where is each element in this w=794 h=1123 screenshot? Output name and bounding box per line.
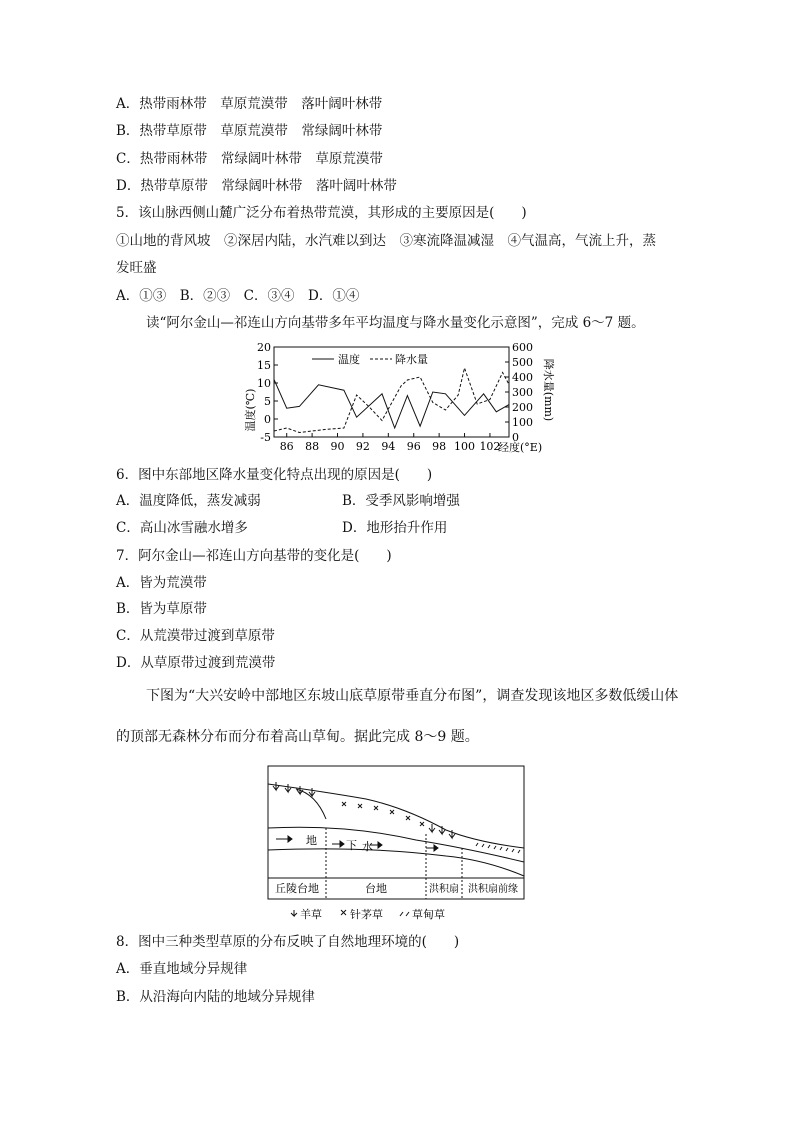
x-tick-label: 88 — [305, 440, 320, 453]
intro-6-7: 读“阿尔金山—祁连山方向基带多年平均温度与降水量变化示意图”，完成 6～7 题。 — [146, 315, 645, 331]
x-tick-label: 94 — [381, 440, 396, 453]
q6-option-d: D．地形抬升作用 — [342, 520, 448, 536]
x-tick-label: 92 — [355, 440, 370, 453]
q7-stem: 7．阿尔金山—祁连山方向基带的变化是( ) — [116, 548, 392, 564]
legend-caodiancao-icon — [400, 912, 409, 916]
right-tick-label: 100 — [512, 416, 533, 429]
q7-option-b: B．皆为草原带 — [116, 601, 207, 617]
x-tick-label: 90 — [330, 440, 345, 453]
left-tick-label: 10 — [257, 377, 271, 390]
legend-precipitation-label: 降水量 — [395, 353, 428, 366]
q5-stem: 5．该山脉西侧山麓广泛分布着热带荒漠，其形成的主要原因是( ) — [116, 205, 527, 221]
x-tick-label: 98 — [432, 440, 447, 453]
left-tick-label: 15 — [257, 359, 271, 372]
q4-option-d: D．热带草原带 常绿阔叶林带 落叶阔叶林带 — [116, 178, 397, 194]
right-tick-label: 0 — [512, 431, 519, 444]
q5-statements-1: ①山地的背风坡 ②深居内陆，水汽难以到达 ③寒流降温减湿 ④气温高，气流上升，蒸 — [116, 233, 656, 249]
x-axis-ticks — [280, 433, 501, 453]
zone-label-alluvial-fan: 洪积扇 — [429, 884, 459, 895]
legend-zhenmaocao-icon — [341, 910, 346, 915]
series-precipitation-line — [274, 368, 509, 433]
q6-option-b: B．受季风影响增强 — [342, 493, 460, 509]
legend-caodiancao-label: 草甸草 — [412, 908, 445, 921]
grassland-profile-diagram — [266, 764, 528, 924]
right-tick-label: 500 — [512, 356, 533, 369]
q6-stem: 6．图中东部地区降水量变化特点出现的原因是( ) — [116, 467, 433, 483]
q5-options: A．①③ B．②③ C．③④ D．①④ — [116, 288, 360, 304]
right-tick-label: 600 — [512, 341, 533, 354]
q7-option-d: D．从草原带过渡到荒漠带 — [116, 655, 276, 671]
diagram-frame — [268, 766, 524, 899]
left-axis-ticks — [257, 341, 278, 444]
legend-yangcao-icon — [291, 910, 297, 916]
right-tick-label: 200 — [512, 401, 533, 414]
q7-option-c: C．从荒漠带过渡到草原带 — [116, 628, 275, 644]
groundwater-label-3: 水 — [362, 840, 373, 853]
q8-option-a: A．垂直地域分异规律 — [116, 961, 248, 977]
x-tick-label: 102 — [479, 440, 501, 453]
q6-option-c: C．高山冰雪融水增多 — [116, 520, 248, 536]
left-tick-label: 0 — [264, 413, 271, 426]
yangcao-marks — [273, 782, 455, 838]
q4-option-c: C．热带雨林带 常绿阔叶林带 草原荒漠带 — [116, 151, 383, 167]
x-tick-label: 100 — [454, 440, 476, 453]
zone-label-fan-front: 洪积扇前缘 — [468, 884, 518, 895]
left-tick-label: 5 — [264, 395, 271, 408]
x-axis-label: 经度(°E) — [498, 441, 543, 454]
groundwater-label-1: 地 — [306, 834, 317, 847]
x-tick-label: 96 — [406, 440, 421, 453]
left-tick-label: 20 — [257, 341, 271, 354]
right-axis-label: 降水量(mm) — [542, 358, 555, 422]
q5-statements-2: 发旺盛 — [116, 260, 157, 276]
intro-8-9-line2: 的顶部无森林分布而分布着高山草甸。据此完成 8～9 题。 — [116, 729, 479, 745]
left-tick-label: -5 — [260, 431, 271, 444]
intro-8-9-line1: 下图为“大兴安岭中部地区东坡山底草原带垂直分布图”，调查发现该地区多数低缓山体 — [146, 688, 679, 704]
q4-option-a: A．热带雨林带 草原荒漠带 落叶阔叶林带 — [116, 96, 383, 112]
x-tick-label: 86 — [279, 440, 294, 453]
q7-option-a: A．皆为荒漠带 — [116, 575, 207, 591]
right-tick-label: 300 — [512, 386, 533, 399]
zone-label-tableland: 台地 — [365, 882, 387, 895]
temp-precip-chart — [240, 340, 560, 456]
legend-temperature-label: 温度 — [338, 353, 360, 366]
q8-stem: 8．图中三种类型草原的分布反映了自然地理环境的( ) — [116, 934, 460, 950]
q6-option-a: A．温度降低，蒸发减弱 — [116, 493, 261, 509]
right-tick-label: 400 — [512, 371, 533, 384]
q8-option-b: B．从沿海向内陆的地域分异规律 — [116, 989, 315, 1005]
left-axis-label: 温度(℃) — [244, 388, 257, 432]
chart-frame — [274, 347, 509, 437]
groundwater-label-2: 下 — [346, 839, 357, 852]
legend-zhenmaocao-label: 针茅草 — [350, 908, 383, 921]
q4-option-b: B．热带草原带 草原荒漠带 常绿阔叶林带 — [116, 123, 383, 139]
legend-yangcao-label: 羊草 — [300, 908, 322, 921]
zone-label-hills: 丘陵台地 — [275, 882, 319, 895]
